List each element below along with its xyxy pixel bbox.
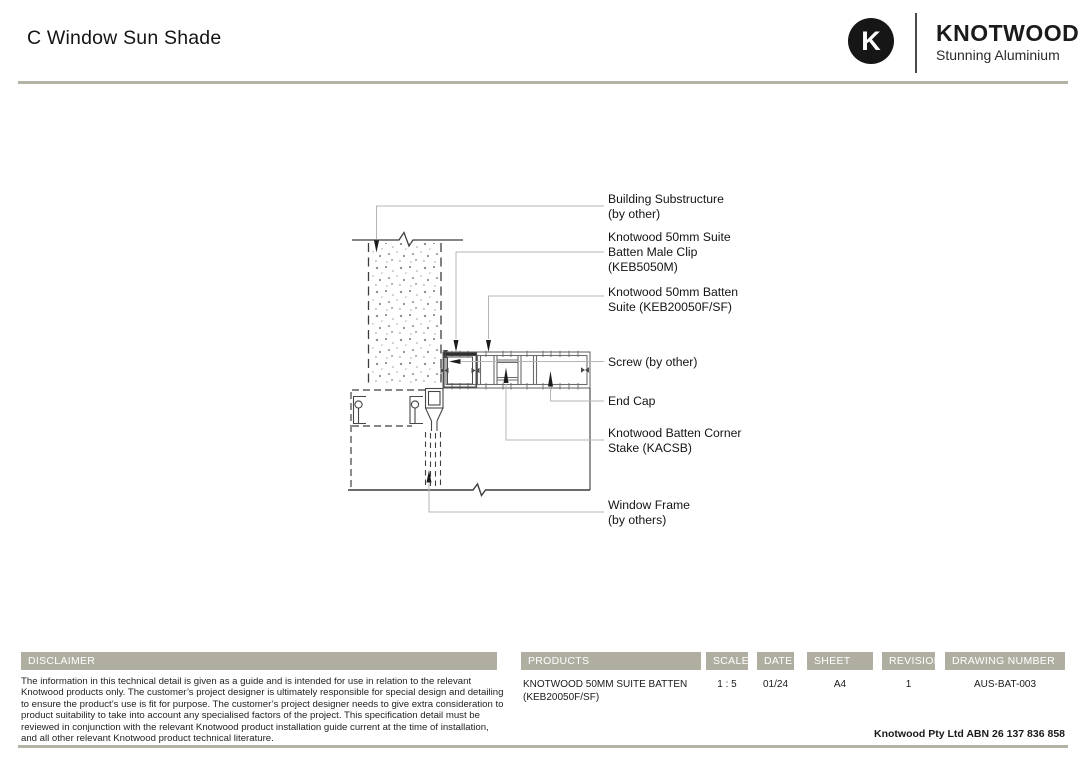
substructure-wall [352, 233, 463, 388]
products-line: (KEB20050F/SF) [523, 692, 600, 703]
date-value: 01/24 [762, 679, 789, 690]
callout-batten-suite [608, 285, 738, 315]
window-frame-profile [351, 389, 443, 489]
callout-line: Screw (by other) [608, 355, 698, 369]
sheet-size-value: A4 [833, 679, 847, 690]
callout-line: Batten Male Clip [608, 245, 698, 260]
screw-icon [441, 350, 590, 373]
page-title: C Window Sun Shade [27, 27, 222, 49]
callout-line: End Cap [608, 394, 656, 408]
callout-line: Suite (KEB20050F/SF) [608, 300, 732, 315]
callout-line: Window Frame [608, 498, 690, 512]
logo-divider [915, 13, 917, 73]
scale-value: 1 : 5 [717, 679, 737, 690]
batten-male-clip-profile [444, 353, 477, 388]
date-header-bar: DATE [757, 652, 794, 670]
leader-lines [377, 206, 605, 512]
base-line [348, 484, 590, 496]
callout-line: Knotwood 50mm Suite [608, 230, 731, 244]
callout-line: Stake (KACSB) [608, 441, 692, 456]
footer-rule [18, 745, 1068, 748]
leader-arrowheads [374, 241, 553, 483]
sheet-size-header-bar: SHEET SIZE [807, 652, 873, 670]
disclaimer-text: The information in this technical detail is given as a guide and is intended for use in relation to the relevant Knotwood products only. The customer’s project designer is ultimately responsible for special design and detailing to ensure the product’s use is fit for purpose. The customer’s project designer needs to give extra consideration to product suitability to take into account any specialised factors of the project. This specification detail must be reviewed in conjunction with the relevant Knotwood product installation guide current at the time of installation, and all other relevant Knotwood product technical literature. [21, 676, 504, 745]
header-rule [18, 81, 1068, 84]
drawing-number-header-bar: DRAWING NUMBER [945, 652, 1065, 670]
batten-profile [443, 351, 590, 390]
knotwood-logo-icon [848, 18, 894, 64]
revision-value: 1 [905, 679, 912, 690]
products-header-bar: PRODUCTS [521, 652, 701, 670]
callout-corner-stake [608, 426, 741, 456]
company-abn: Knotwood Pty Ltd ABN 26 137 836 858 [874, 728, 1065, 740]
callout-line: (by others) [608, 513, 667, 528]
callout-line: Knotwood 50mm Batten [608, 285, 739, 299]
revision-header-bar: REVISION [882, 652, 935, 670]
brand-name: KNOTWOOD [936, 20, 1080, 46]
callout-line: Knotwood Batten Corner [608, 426, 742, 440]
callout-screw [608, 355, 697, 370]
callout-batten-male-clip [608, 230, 731, 276]
wall-stipple-fill [370, 243, 439, 386]
scale-header-bar: SCALE [706, 652, 748, 670]
brand-tagline: Stunning Aluminium [936, 47, 1060, 63]
products-value [523, 678, 708, 704]
disclaimer-header-bar: DISCLAIMER [21, 652, 497, 670]
callout-line: (by other) [608, 207, 661, 222]
products-line: KNOTWOOD 50MM SUITE BATTEN [523, 679, 688, 690]
drawing-number-value: AUS-BAT-003 [973, 679, 1037, 690]
callout-building-substructure [608, 192, 724, 222]
callout-line: Building Substructure [608, 192, 724, 206]
callout-window-frame [608, 498, 690, 528]
callout-line: (KEB5050M) [608, 260, 678, 275]
callout-end-cap [608, 394, 655, 409]
knotwood-monogram: K [861, 26, 881, 56]
